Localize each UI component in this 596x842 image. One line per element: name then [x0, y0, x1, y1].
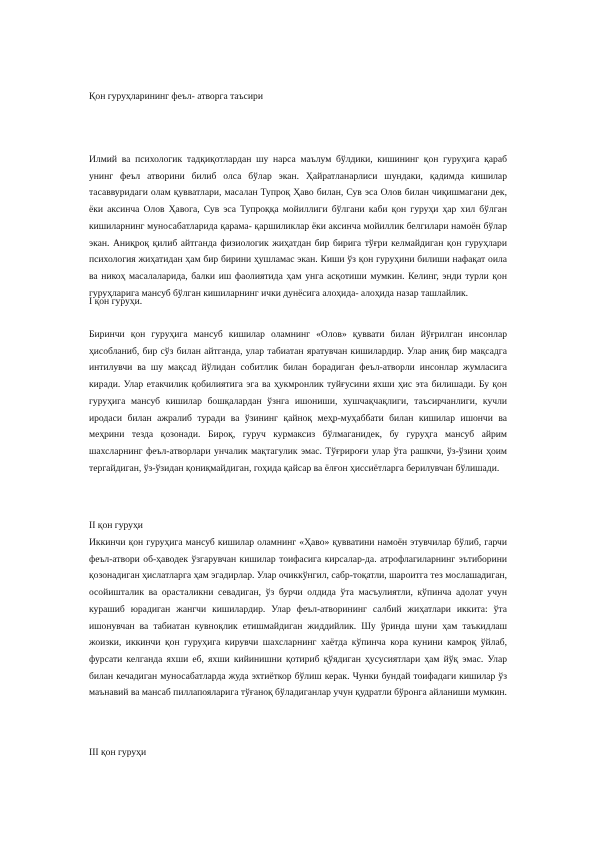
section-1-heading: I қон гуруҳи. — [89, 296, 143, 307]
intro-paragraph: Илмий ва психологик тадқиқотлардан шу нарса маълум бўлдики, кишининг қон гуруҳига қараб унинг феъл атворини билиб олса бўлар экан. Ҳайратланарлиси шундаки, қадимда кишилар тасаввуридаги олам қувватлари, масалан Тупроқ Ҳаво билан, Сув эса Олов билан чиқишмагани дек, ёки аксинча Олов Ҳавога, Сув эса Тупроққа мойиллиги бўлгани каби қон гуруҳи ҳар хил бўлган кишиларнинг муносабатларида қарама- қаршиликлар ёки аксинча мойиллик белгилари намоён бўлар экан. Аниқроқ қилиб айтганда физиологик жиҳатдан бир бирига тўғри келмайдиган қон гуруҳлари психология жиҳатидан ҳам бир бирини ҳушламас экан. Киши ўз қон гуруҳини билиши нафақат оила ва никоҳ масалаларида, балки иш фаолиятида ҳам унга асқотиши мумкин. Келинг, энди турли қон гуруҳларига мансуб бўлган кишиларнинг ички дунёсига алоҳида- алоҳида назар ташлайлик. — [89, 154, 507, 299]
section-2-heading: II қон гуруҳи — [89, 520, 143, 531]
section-2-paragraph: Иккинчи қон гуруҳига мансуб кишилар оламнинг «Ҳаво» қувватини намоён этувчилар бўлиб, гарчи феъл-атвори об-ҳаводек ўзгарувчан кишилар тоифасига кирсалар-да. атрофлагиларнинг эътиборини қозонадиган ҳислатларга ҳам эгадирлар. Улар очиккўнгил, сабр-тоқатли, шароитга тез мослашадиган, осойишталик ва орасталикни севадиган, ўз бурчи олдида ўта масъулиятли, кўпинча адолат учун курашиб юрадиган жангчи кишилардир. Улар феъл-атворининг салбий жиҳатлари иккита: ўта ишонувчан ва табиатан кувноқлик етишмайдиган жиддийлик. Шу ўринда шуни ҳам таъкидлаш жоизки, иккинчи қон гуруҳига кирувчи шахсларнинг хаётда кўпинча кора кунини камроқ ўйлаб, фурсати келганда яхши еб, яхши кийинишни қотириб қўядиган ҳусусиятлари ҳам йўқ эмас. Улар билан кечадиган муносабатларда жуда эхтиёткор бўлиш керак. Чунки бундай тоифадаги кишилар ўз маънавий ва мансаб пиллапояларига тўғаноқ бўладиганлар учун қудратли бўронга айланиши мумкин. — [89, 537, 507, 699]
document-title: Қон гуруҳларининг феъл- атворга таъсири — [89, 91, 263, 102]
section-1-paragraph: Биринчи қон гуруҳига мансуб кишилар оламнинг «Олов» қуввати билан йўғрилган инсонлар ҳисобланиб, бир сўз билан айтганда, улар табиатан яратувчан кишилардир. Улар аниқ бир мақсадга интилувчи ва шу мақсад йўлидан собитлик билан борадиган феъл-атворли инсонлар жумласига киради. Улар етакчилик қобилиятига эга ва ҳукмронлик туйғусини яхши ҳис эта билишади. Бу қон гуруҳига мансуб кишилар бошқалардан ўзнга ишониши, хушчақчақлиги, таъсирчанлиги, кучли иродаси билан ажралиб туради ва ўзининг қайноқ меҳр-муҳаббати билан кишилар ишончи ва меҳрини тезда қозонади. Бироқ, гуруч курмаксиз бўлмаганидек, бу гуруҳга мансуб айрим шахсларнинг феъл-атворлари унчалик мақтагулик эмас. Тўғрироғи улар ўта рашкчи, ўз-ўзини ҳоим тергайдиган, ўз-ўзидан қониқмайдиган, гоҳида қайсар ва ёлғон ҳиссиётларга берилувчан бўлишади. — [89, 329, 507, 474]
section-3-heading: III қон гуруҳи — [89, 747, 147, 758]
